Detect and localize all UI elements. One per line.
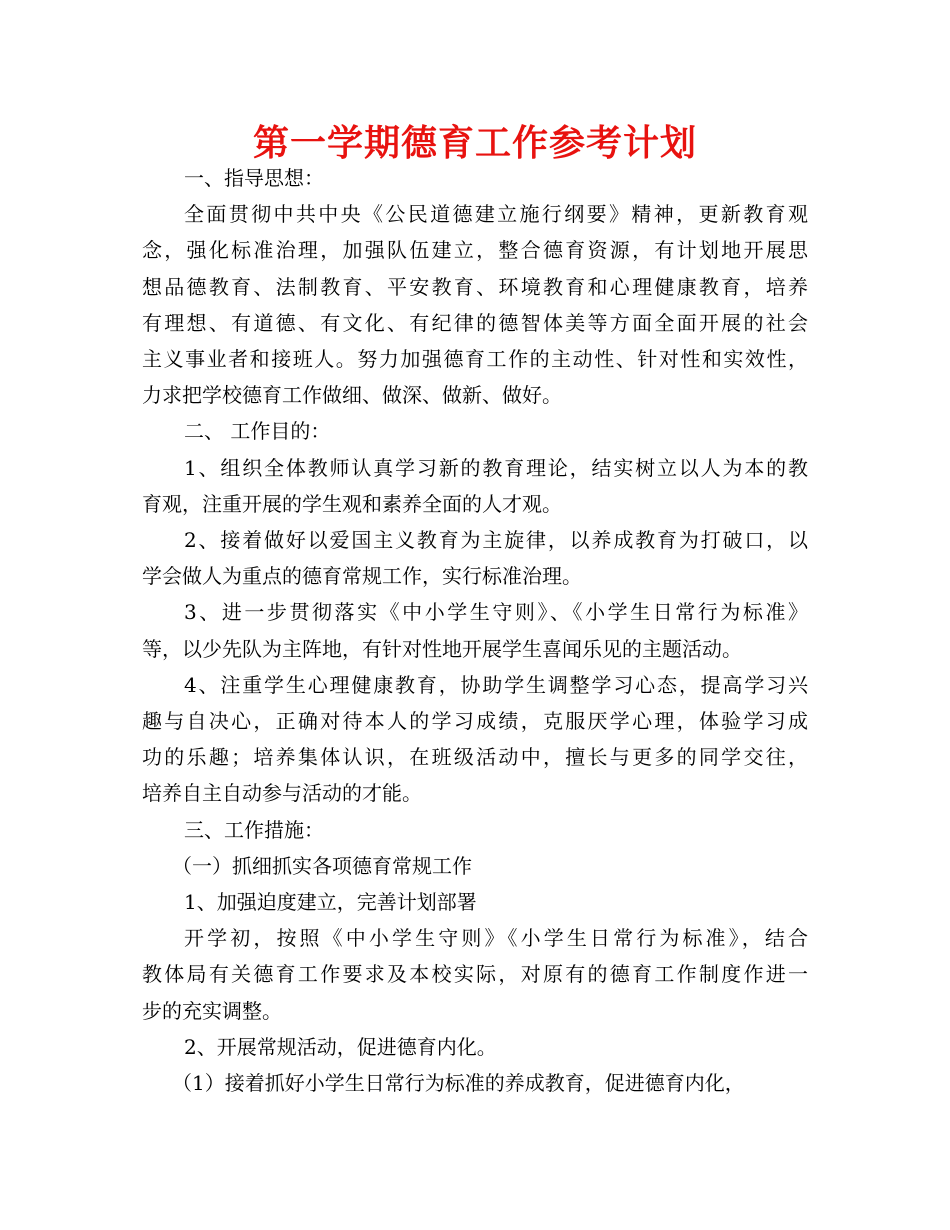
- text-line: 趣与自决心，正确对待本人的学习成绩，克服厌学心理，体验学习成: [142, 709, 808, 734]
- paragraph: [142, 1065, 808, 1101]
- text-line: （一）抓细抓实各项德育常规工作: [172, 853, 472, 878]
- paragraph: [142, 848, 808, 884]
- text-line: 功的乐趣；培养集体认识，在班级活动中，擅长与更多的同学交往，: [142, 745, 808, 770]
- text-line: 力求把学校德育工作做细、做深、做新、做好。: [142, 383, 562, 408]
- text-line: 有理想、有道德、有文化、有纪律的德智体美等方面全面开展的社会: [142, 310, 808, 335]
- paragraph: [142, 160, 808, 196]
- text-line: 念，强化标准治理，加强队伍建立，整合德育资源，有计划地开展思: [142, 238, 808, 263]
- text-line: 开学初，按照《中小学生守则》《小学生日常行为标准》，结合: [184, 926, 808, 951]
- text-line: 主义事业者和接班人。努力加强德育工作的主动性、针对性和实效性，: [142, 347, 808, 372]
- paragraph: [142, 667, 808, 812]
- text-line: 1、组织全体教师认真学习新的教育理论，结实树立以人为本的教: [184, 455, 808, 480]
- paragraph: [142, 594, 808, 666]
- text-line: 4、注重学生心理健康教育，协助学生调整学习心态，提高学习兴: [184, 672, 808, 697]
- text-line: 2、接着做好以爱国主义教育为主旋律，以养成教育为打破口，以: [184, 528, 808, 553]
- text-line: 想品德教育、法制教育、平安教育、环境教育和心理健康教育，培养: [142, 274, 808, 299]
- text-line: 全面贯彻中共中央《公民道德建立施行纲要》精神，更新教育观: [184, 202, 808, 227]
- document-body: [142, 160, 808, 1101]
- text-line: 教体局有关德育工作要求及本校实际，对原有的德育工作制度作进一: [142, 962, 808, 987]
- paragraph: [142, 522, 808, 594]
- paragraph: [142, 812, 808, 848]
- text-line: 3、进一步贯彻落实《中小学生守则》、《小学生日常行为标准》: [184, 600, 808, 625]
- paragraph: [142, 196, 808, 413]
- document-title: 第一学期德育工作参考计划: [252, 123, 697, 164]
- text-line: 三、工作措施：: [184, 817, 324, 842]
- text-line: 育观，注重开展的学生观和素养全面的人才观。: [142, 491, 562, 516]
- text-line: 2、开展常规活动，促进德育内化。: [184, 1034, 497, 1059]
- text-line: 学会做人为重点的德育常规工作，实行标准治理。: [142, 564, 582, 589]
- text-line: 培养自主自动参与活动的才能。: [142, 781, 422, 806]
- paragraph: [142, 413, 808, 449]
- text-line: 一、指导思想：: [184, 166, 324, 190]
- paragraph: [142, 1029, 808, 1065]
- text-line: 等，以少先队为主阵地，有针对性地开展学生喜闻乐见的主题活动。: [142, 636, 742, 661]
- text-line: 步的充实调整。: [142, 998, 282, 1023]
- text-line: 二、 工作目的：: [184, 419, 331, 444]
- text-line: 1、加强迫度建立，完善计划部署: [184, 890, 477, 915]
- paragraph: [142, 920, 808, 1029]
- paragraph: [142, 450, 808, 522]
- paragraph: [142, 884, 808, 920]
- text-line: （1）接着抓好小学生日常行为标准的养成教育，促进德育内化，: [172, 1071, 745, 1096]
